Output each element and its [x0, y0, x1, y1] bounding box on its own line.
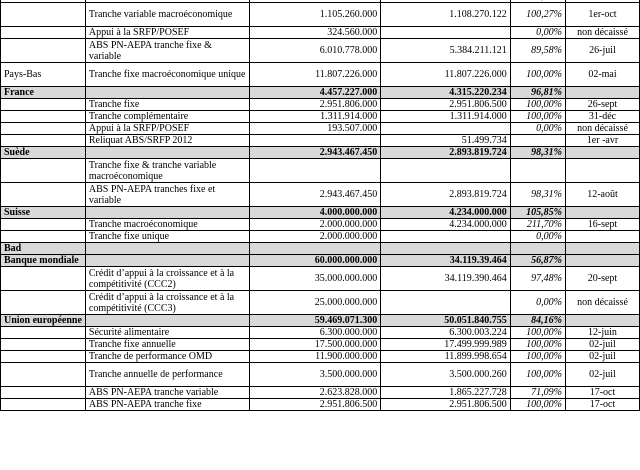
planned-amount-cell: 59.469.071.300	[249, 315, 380, 327]
date-cell: 17-oct	[565, 387, 639, 399]
planned-amount-cell: 324.560.000	[249, 27, 380, 39]
tranche-cell: Tranche annuelle de performance	[85, 363, 249, 387]
tranche-cell: ABS PN-AEPA tranches fixe et variable	[85, 183, 249, 207]
date-cell: 16-sept	[565, 219, 639, 231]
table-row	[1, 351, 640, 363]
planned-amount-cell: 4.000.000.000	[249, 207, 380, 219]
disbursed-amount-cell: 17.499.999.989	[381, 339, 510, 351]
planned-amount-cell: 6.010.778.000	[249, 39, 380, 63]
donor-cell	[1, 327, 86, 339]
rate-cell: 100,00%	[510, 351, 565, 363]
disbursed-amount-cell	[381, 231, 510, 243]
donor-cell	[1, 219, 86, 231]
rate-cell: 98,31%	[510, 183, 565, 207]
rate-cell	[510, 243, 565, 255]
rate-cell: 56,87%	[510, 255, 565, 267]
date-cell: 31-déc	[565, 111, 639, 123]
donor-cell	[1, 231, 86, 243]
planned-amount-cell: 2.623.828.000	[249, 387, 380, 399]
donor-cell: Union européenne	[1, 315, 86, 327]
table-row	[1, 183, 640, 207]
disbursed-amount-cell: 34.119.390.464	[381, 267, 510, 291]
disbursed-amount-cell: 2.893.819.724	[381, 183, 510, 207]
table-row	[1, 267, 640, 291]
donor-cell	[1, 111, 86, 123]
disbursed-amount-cell	[381, 243, 510, 255]
disbursed-amount-cell: 6.300.003.224	[381, 327, 510, 339]
tranche-cell: Appui à la SRFP/POSEF	[85, 123, 249, 135]
date-cell: 02-juil	[565, 351, 639, 363]
disbursed-amount-cell: 51.499.734	[381, 135, 510, 147]
rate-cell: 0,00%	[510, 123, 565, 135]
rate-cell: 98,31%	[510, 147, 565, 159]
tranche-cell: Tranche macroéconomique	[85, 219, 249, 231]
planned-amount-cell	[249, 159, 380, 183]
group-row	[1, 315, 640, 327]
donor-cell	[1, 339, 86, 351]
tranche-cell: Tranche fixe unique	[85, 231, 249, 243]
date-cell	[565, 243, 639, 255]
disbursed-amount-cell: 50.051.840.755	[381, 315, 510, 327]
table-row	[1, 99, 640, 111]
tranche-cell	[85, 207, 249, 219]
planned-amount-cell: 193.507.000	[249, 123, 380, 135]
table-row	[1, 159, 640, 183]
disbursed-amount-cell	[381, 291, 510, 315]
table-row	[1, 135, 640, 147]
donor-cell	[1, 99, 86, 111]
tranche-cell: Tranche complémentaire	[85, 111, 249, 123]
date-cell	[565, 147, 639, 159]
donor-cell: Banque mondiale	[1, 255, 86, 267]
tranche-cell	[85, 147, 249, 159]
table-row	[1, 291, 640, 315]
disbursed-amount-cell: 2.951.806.500	[381, 399, 510, 411]
rate-cell: 71,09%	[510, 387, 565, 399]
tranche-cell	[85, 315, 249, 327]
donor-cell: France	[1, 87, 86, 99]
disbursed-amount-cell: 5.384.211.121	[381, 39, 510, 63]
tranche-cell: Tranche de performance OMD	[85, 351, 249, 363]
planned-amount-cell: 1.311.914.000	[249, 111, 380, 123]
planned-amount-cell: 11.807.226.000	[249, 63, 380, 87]
table-row	[1, 39, 640, 63]
rate-cell: 97,48%	[510, 267, 565, 291]
tranche-cell: ABS PN-AEPA tranche variable	[85, 387, 249, 399]
disbursed-amount-cell: 1.311.914.000	[381, 111, 510, 123]
table-row	[1, 387, 640, 399]
planned-amount-cell: 3.500.000.000	[249, 363, 380, 387]
disbursed-amount-cell	[381, 123, 510, 135]
tranche-cell: Tranche fixe annuelle	[85, 339, 249, 351]
planned-amount-cell: 2.000.000.000	[249, 219, 380, 231]
rate-cell	[510, 159, 565, 183]
donor-cell: Bad	[1, 243, 86, 255]
tranche-cell: Tranche fixe	[85, 99, 249, 111]
disbursed-amount-cell: 4.234.000.000	[381, 207, 510, 219]
table-row	[1, 123, 640, 135]
disbursed-amount-cell: 34.119.39.464	[381, 255, 510, 267]
donor-cell	[1, 159, 86, 183]
planned-amount-cell: 1.105.260.000	[249, 3, 380, 27]
date-cell: 26-juil	[565, 39, 639, 63]
group-row	[1, 147, 640, 159]
rate-cell: 105,85%	[510, 207, 565, 219]
disbursed-amount-cell: 11.899.998.654	[381, 351, 510, 363]
planned-amount-cell: 2.000.000.000	[249, 231, 380, 243]
planned-amount-cell	[249, 243, 380, 255]
table-row	[1, 231, 640, 243]
rate-cell: 100,00%	[510, 339, 565, 351]
date-cell: 02-mai	[565, 63, 639, 87]
planned-amount-cell: 2.943.467.450	[249, 147, 380, 159]
disbursed-amount-cell: 2.893.819.724	[381, 147, 510, 159]
tranche-cell: Crédit d’appui à la croissance et à la compétitivité (CCC2)	[85, 267, 249, 291]
planned-amount-cell: 11.900.000.000	[249, 351, 380, 363]
date-cell: 12-juin	[565, 327, 639, 339]
rate-cell: 100,00%	[510, 399, 565, 411]
donor-cell	[1, 399, 86, 411]
planned-amount-cell: 2.943.467.450	[249, 183, 380, 207]
tranche-cell: Tranche variable macroéconomique	[85, 3, 249, 27]
table-row	[1, 63, 640, 87]
donor-cell	[1, 291, 86, 315]
group-row	[1, 207, 640, 219]
table-row	[1, 399, 640, 411]
tranche-cell: Tranche fixe & tranche variable macroéconomique	[85, 159, 249, 183]
donor-cell	[1, 27, 86, 39]
tranche-cell	[85, 255, 249, 267]
tranche-cell: ABS PN-AEPA tranche fixe & variable	[85, 39, 249, 63]
group-row	[1, 243, 640, 255]
planned-amount-cell: 60.000.000.000	[249, 255, 380, 267]
donor-cell	[1, 123, 86, 135]
rate-cell: 100,00%	[510, 363, 565, 387]
tranche-cell: Tranche fixe macroéconomique unique	[85, 63, 249, 87]
donor-cell	[1, 39, 86, 63]
group-row	[1, 255, 640, 267]
table-row	[1, 219, 640, 231]
donor-cell	[1, 387, 86, 399]
tranche-cell: Reliquat ABS/SRFP 2012	[85, 135, 249, 147]
planned-amount-cell: 4.457.227.000	[249, 87, 380, 99]
tranche-cell	[85, 243, 249, 255]
date-cell	[565, 159, 639, 183]
table-row	[1, 363, 640, 387]
disbursed-amount-cell: 3.500.000.260	[381, 363, 510, 387]
date-cell	[565, 255, 639, 267]
date-cell	[565, 207, 639, 219]
date-cell: 02-juil	[565, 363, 639, 387]
table-row	[1, 27, 640, 39]
planned-amount-cell: 2.951.806.000	[249, 99, 380, 111]
donor-cell	[1, 351, 86, 363]
rate-cell: 100,00%	[510, 111, 565, 123]
donor-cell: Suède	[1, 147, 86, 159]
rate-cell: 100,00%	[510, 327, 565, 339]
planned-amount-cell: 17.500.000.000	[249, 339, 380, 351]
date-cell: 12-août	[565, 183, 639, 207]
group-row	[1, 87, 640, 99]
donor-cell	[1, 135, 86, 147]
planned-amount-cell: 25.000.000.000	[249, 291, 380, 315]
disbursed-amount-cell: 1.865.227.728	[381, 387, 510, 399]
donor-cell	[1, 267, 86, 291]
disbursed-amount-cell: 4.234.000.000	[381, 219, 510, 231]
disbursed-amount-cell: 11.807.226.000	[381, 63, 510, 87]
disbursed-amount-cell: 2.951.806.500	[381, 99, 510, 111]
tranche-cell	[85, 87, 249, 99]
date-cell: 1er -avr	[565, 135, 639, 147]
tranche-cell: Appui à la SRFP/POSEF	[85, 27, 249, 39]
date-cell: non décaissé	[565, 123, 639, 135]
date-cell: 26-sept	[565, 99, 639, 111]
rate-cell: 0,00%	[510, 27, 565, 39]
planned-amount-cell	[249, 135, 380, 147]
disbursed-amount-cell	[381, 159, 510, 183]
rate-cell: 211,70%	[510, 219, 565, 231]
disbursed-amount-cell: 4.315.220.234	[381, 87, 510, 99]
donor-cell	[1, 183, 86, 207]
date-cell: 20-sept	[565, 267, 639, 291]
table-row	[1, 339, 640, 351]
donor-cell: Pays-Bas	[1, 63, 86, 87]
tranche-cell: ABS PN-AEPA tranche fixe	[85, 399, 249, 411]
rate-cell: 84,16%	[510, 315, 565, 327]
planned-amount-cell: 6.300.000.000	[249, 327, 380, 339]
rate-cell	[510, 135, 565, 147]
date-cell	[565, 315, 639, 327]
donor-cell	[1, 363, 86, 387]
table-row	[1, 327, 640, 339]
rate-cell: 96,81%	[510, 87, 565, 99]
rate-cell: 100,00%	[510, 99, 565, 111]
planned-amount-cell: 35.000.000.000	[249, 267, 380, 291]
date-cell	[565, 231, 639, 243]
table-row	[1, 3, 640, 27]
rate-cell: 89,58%	[510, 39, 565, 63]
rate-cell: 100,27%	[510, 3, 565, 27]
date-cell: 17-oct	[565, 399, 639, 411]
rate-cell: 0,00%	[510, 231, 565, 243]
rate-cell: 100,00%	[510, 63, 565, 87]
disbursed-amount-cell	[381, 27, 510, 39]
tranche-cell: Sécurité alimentaire	[85, 327, 249, 339]
planned-amount-cell: 2.951.806.500	[249, 399, 380, 411]
date-cell: non décaissé	[565, 27, 639, 39]
tranche-cell: Crédit d’appui à la croissance et à la compétitivité (CCC3)	[85, 291, 249, 315]
donor-cell: Suisse	[1, 207, 86, 219]
rate-cell: 0,00%	[510, 291, 565, 315]
donor-cell	[1, 3, 86, 27]
date-cell: 02-juil	[565, 339, 639, 351]
date-cell	[565, 87, 639, 99]
date-cell: 1er-oct	[565, 3, 639, 27]
disbursed-amount-cell: 1.108.270.122	[381, 3, 510, 27]
table-row	[1, 111, 640, 123]
date-cell: non décaissé	[565, 291, 639, 315]
